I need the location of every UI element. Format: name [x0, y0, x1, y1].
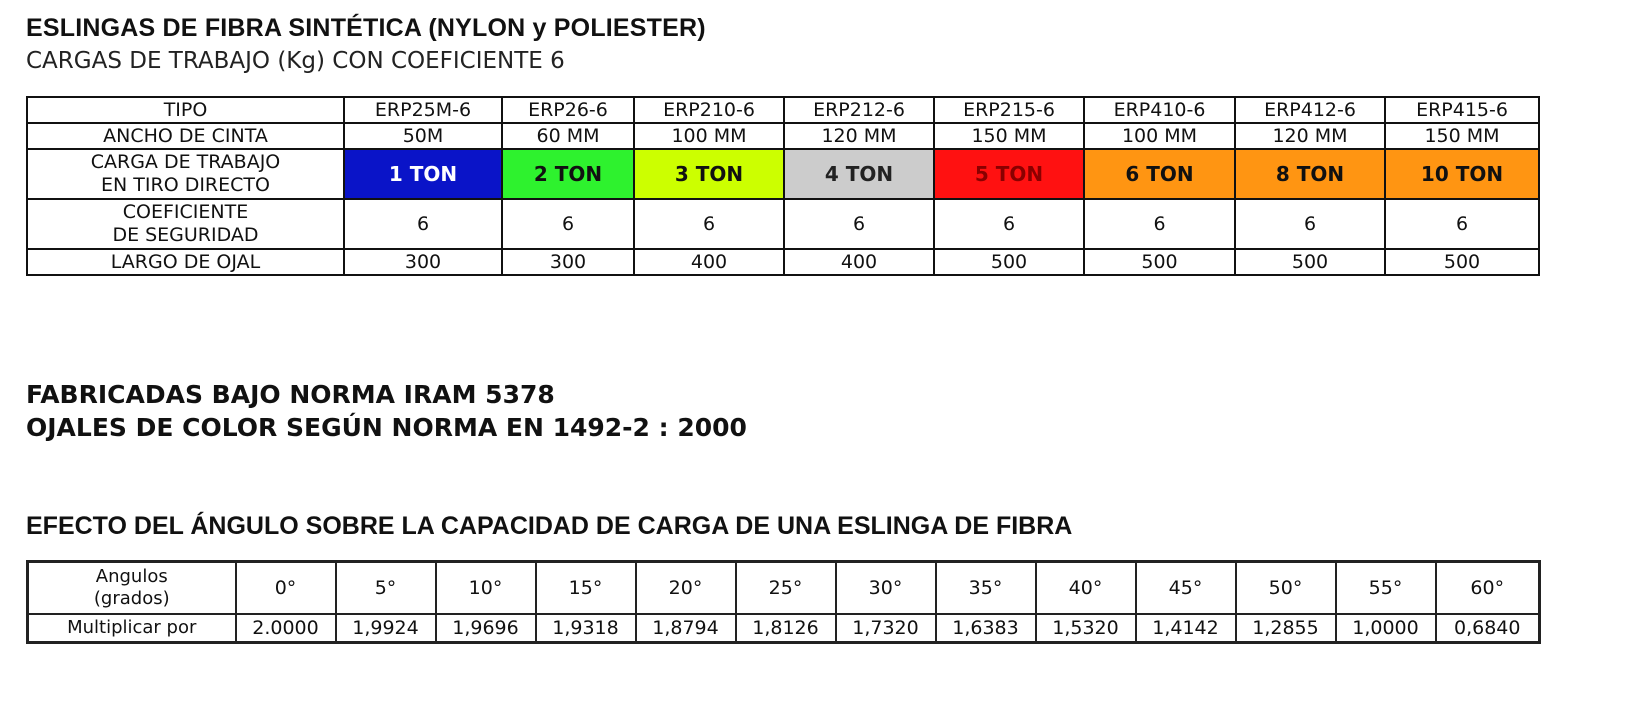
factor-cell: 1,6383 [936, 614, 1036, 643]
coef-row [27, 199, 1539, 249]
largo-cell: 300 [344, 249, 502, 275]
factor-cell: 0,6840 [1436, 614, 1540, 643]
angle-label [28, 562, 236, 615]
carga-label [27, 149, 344, 199]
angle-label-line1: Angulos [95, 566, 168, 587]
angle-cell: 50° [1236, 562, 1336, 615]
angle-cell: 60° [1436, 562, 1540, 615]
coef-cell: 6 [1084, 199, 1235, 249]
ancho-cell: 100 MM [634, 123, 784, 149]
factor-row [28, 614, 1540, 643]
largo-cell: 500 [1385, 249, 1539, 275]
page-subtitle: CARGAS DE TRABAJO (Kg) CON COEFICIENTE 6 [26, 48, 565, 74]
norma-iram: FABRICADAS BAJO NORMA IRAM 5378 [26, 380, 555, 409]
factor-cell: 1,0000 [1336, 614, 1436, 643]
carga-cell: 8 TON [1235, 149, 1385, 199]
ancho-cell: 60 MM [502, 123, 634, 149]
page-title: ESLINGAS DE FIBRA SINTÉTICA (NYLON y POLIESTER) [26, 14, 706, 42]
angle-cell: 10° [436, 562, 536, 615]
angle-cell: 20° [636, 562, 736, 615]
tipo-cell: ERP412-6 [1235, 97, 1385, 123]
angle-cell: 35° [936, 562, 1036, 615]
largo-cell: 300 [502, 249, 634, 275]
carga-label-line2: EN TIRO DIRECTO [101, 174, 270, 196]
ancho-cell: 150 MM [934, 123, 1084, 149]
factor-cell: 1,5320 [1036, 614, 1136, 643]
coef-cell: 6 [784, 199, 934, 249]
angle-cell: 30° [836, 562, 936, 615]
coef-cell: 6 [634, 199, 784, 249]
largo-cell: 400 [784, 249, 934, 275]
angle-cell: 25° [736, 562, 836, 615]
carga-cell: 1 TON [344, 149, 502, 199]
carga-cell: 10 TON [1385, 149, 1539, 199]
angle-cell: 45° [1136, 562, 1236, 615]
carga-cell: 2 TON [502, 149, 634, 199]
factor-cell: 1,8794 [636, 614, 736, 643]
tipo-cell: ERP415-6 [1385, 97, 1539, 123]
angle-cell: 55° [1336, 562, 1436, 615]
norma-en: OJALES DE COLOR SEGÚN NORMA EN 1492-2 : 2000 [26, 413, 747, 442]
largo-cell: 500 [1084, 249, 1235, 275]
factor-cell: 1,9318 [536, 614, 636, 643]
coef-cell: 6 [1385, 199, 1539, 249]
ancho-row [27, 123, 1539, 149]
angle-label-line2: (grados) [93, 588, 170, 609]
angle-table [26, 560, 1541, 644]
tipo-label: TIPO [27, 97, 344, 123]
factor-cell: 1,2855 [1236, 614, 1336, 643]
carga-cell: 6 TON [1084, 149, 1235, 199]
tipo-cell: ERP26-6 [502, 97, 634, 123]
coef-cell: 6 [934, 199, 1084, 249]
carga-row [27, 149, 1539, 199]
coef-cell: 6 [1235, 199, 1385, 249]
factor-cell: 1,8126 [736, 614, 836, 643]
angle-cell: 5° [336, 562, 436, 615]
ancho-cell: 100 MM [1084, 123, 1235, 149]
angle-cell: 40° [1036, 562, 1136, 615]
angle-section-title: EFECTO DEL ÁNGULO SOBRE LA CAPACIDAD DE CARGA DE UNA ESLINGA DE FIBRA [26, 512, 1073, 540]
factor-cell: 2.0000 [236, 614, 336, 643]
factor-cell: 1,7320 [836, 614, 936, 643]
tipo-cell: ERP410-6 [1084, 97, 1235, 123]
largo-row [27, 249, 1539, 275]
angle-row [28, 562, 1540, 615]
angle-cell: 0° [236, 562, 336, 615]
tipo-cell: ERP212-6 [784, 97, 934, 123]
largo-cell: 400 [634, 249, 784, 275]
largo-cell: 500 [1235, 249, 1385, 275]
largo-cell: 500 [934, 249, 1084, 275]
factor-cell: 1,4142 [1136, 614, 1236, 643]
coef-label-line1: COEFICIENTE [122, 201, 249, 223]
factor-cell: 1,9696 [436, 614, 536, 643]
factor-label: Multiplicar por [28, 614, 236, 643]
ancho-cell: 120 MM [1235, 123, 1385, 149]
angle-cell: 15° [536, 562, 636, 615]
coef-label [27, 199, 344, 249]
tipo-cell: ERP210-6 [634, 97, 784, 123]
tipo-cell: ERP25M-6 [344, 97, 502, 123]
factor-cell: 1,9924 [336, 614, 436, 643]
carga-label-line1: CARGA DE TRABAJO [90, 151, 281, 173]
ancho-label: ANCHO DE CINTA [27, 123, 344, 149]
carga-cell: 5 TON [934, 149, 1084, 199]
ancho-cell: 150 MM [1385, 123, 1539, 149]
spec-table [26, 96, 1540, 276]
ancho-cell: 120 MM [784, 123, 934, 149]
tipo-row [27, 97, 1539, 123]
ancho-cell: 50M [344, 123, 502, 149]
coef-cell: 6 [502, 199, 634, 249]
tipo-cell: ERP215-6 [934, 97, 1084, 123]
carga-cell: 4 TON [784, 149, 934, 199]
coef-cell: 6 [344, 199, 502, 249]
coef-label-line2: DE SEGURIDAD [112, 224, 259, 246]
largo-label: LARGO DE OJAL [27, 249, 344, 275]
carga-cell: 3 TON [634, 149, 784, 199]
